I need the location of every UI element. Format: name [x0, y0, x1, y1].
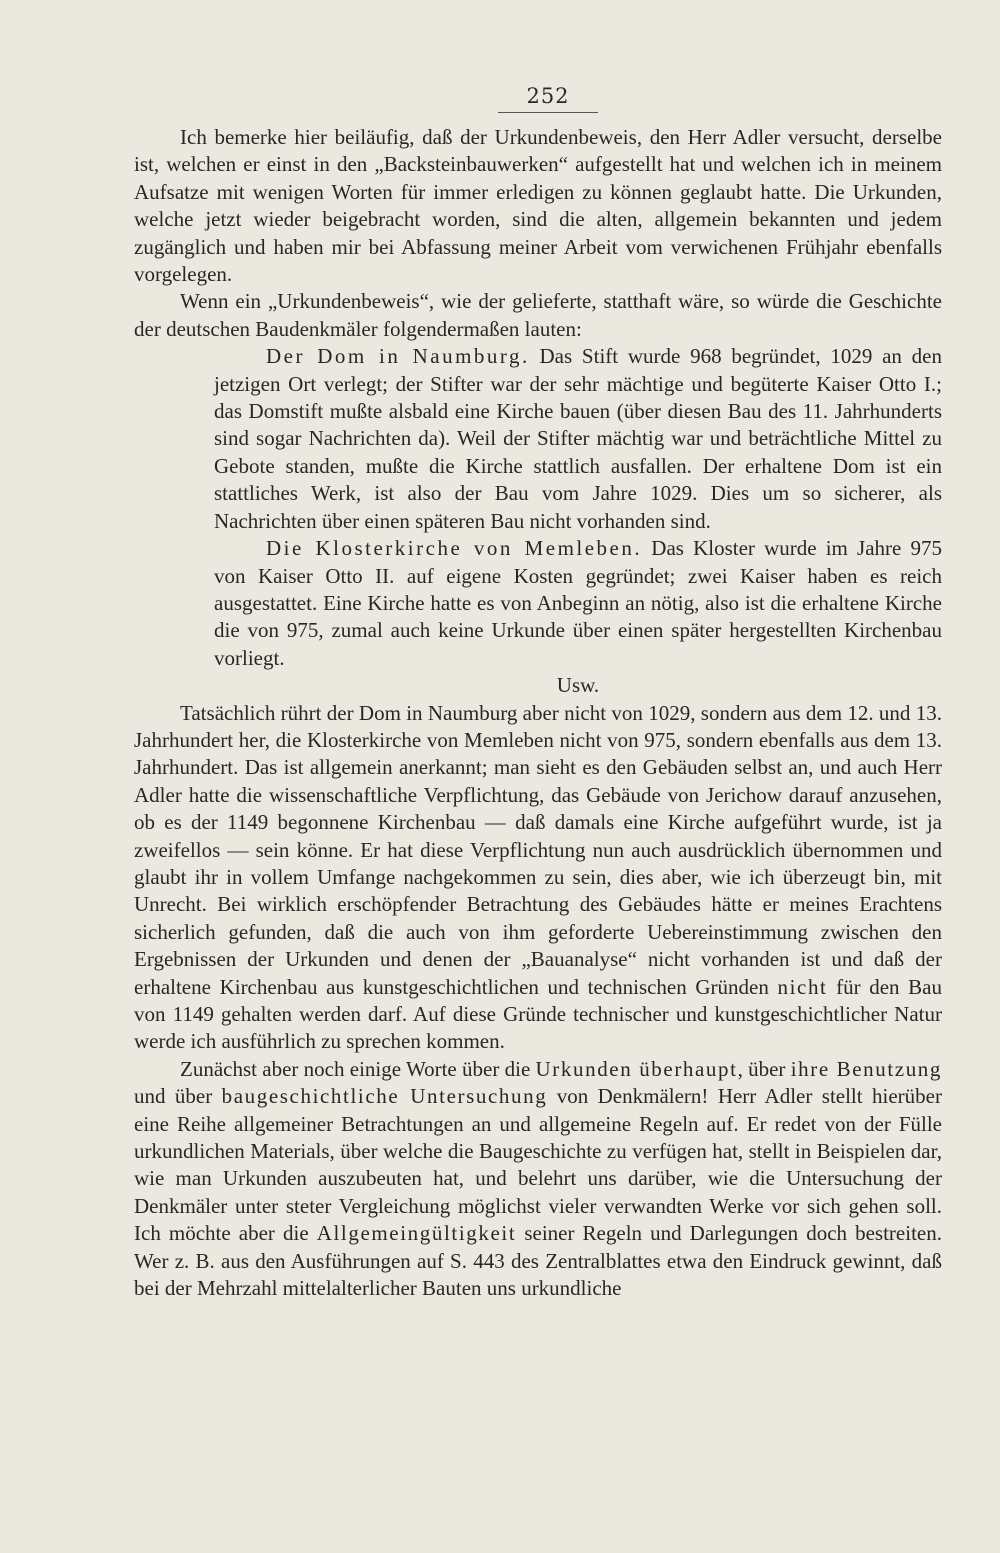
spaced-emphasis-text: ihre Benutzung	[790, 1056, 943, 1081]
text-run: Tatsächlich rührt der Dom in Naumburg aber nicht von 1029, sondern aus dem 12. und 13. Jahrhundert her, die Klosterkirche von Memleben nicht von 975, sondern ebenfalls aus dem 13. Jahrhundert. Das ist allgemein anerkannt; man sieht es den Gebäuden selbst an, und auch Herr Adler hatte die wissenschaftliche Verpflichtung, das Gebäude von Jerichow darauf anzusehen, ob es der 1149 begonnene Kirchenbau — daß damals eine Kirche aufgeführt wurde, ist ja zweifellos — sein könne. Er hat diese Verpflichtung nun auch ausdrücklich übernommen und glaubt ihr in vollem Umfange nachgekommen zu sein, dies aber, wie ich überzeugt bin, mit Unrecht. Bei wirklich erschöpfender Betrachtung des Gebäudes hätte er meines Erachtens sicherlich gefunden, daß die auch von ihm geforderte Uebereinstimmung zwischen den Ergebnissen der Urkunden und denen der „Bauanalyse“ nicht vorhanden ist und daß der erhaltene Kirchenbau aus kunstgeschichtlichen und technischen Gründen	[134, 700, 942, 999]
spaced-emphasis-text: Allgemeingültigkeit	[316, 1221, 517, 1246]
text-run: Das Stift wurde 968 begründet, 1029 an den jetzigen Ort verlegt; der Stifter war der sehr mächtige und begüterte Kaiser Otto I.; das Domstift mußte alsbald eine Kirche bauen (über diesen Bau des 11. Jahrhunderts sind sogar Nachrichten da). Weil der Stifter mächtig war und beträchtliche Mittel zu Gebote standen, mußte die Kirche stattlich ausfallen. Der erhaltene Dom ist ein stattliches Werk, ist also der Bau vom Jahre 1029. Dies um so sicherer, als Nachrichten über einen späteren Bau nicht vorhanden sind.	[214, 344, 942, 533]
spaced-emphasis-text: baugeschichtliche Untersuchung	[221, 1084, 548, 1109]
spaced-emphasis-text: nicht	[777, 974, 828, 999]
page-number: 252	[498, 84, 598, 113]
text-run: für den Bau von 1149 gehalten werden darf. Auf diese Gründe technischer und kunstgeschichtlicher Natur werde ich ausführlich zu sprechen kommen.	[134, 974, 942, 1054]
spaced-emphasis-text: Der Dom in Naumburg.	[266, 344, 530, 369]
text-run: und über	[134, 1084, 222, 1109]
paragraph	[134, 700, 942, 1056]
quoted-example-paragraph	[134, 535, 942, 672]
text-run: von Denkmälern! Herr Adler stellt hierüber eine Reihe allgemeiner Betrachtungen an und allgemeine Regeln auf. Er redet von der Fülle urkundlichen Materials, über welche die Baugeschichte zu verfügen hat, stellt in Beispielen dar, wie man Urkunden auszubeuten hat, und belehrt uns darüber, wie die Untersuchung der Denkmäler unter steter Vergleichung möglichst vieler verwandten Werke vor sich gehen soll. Ich möchte aber die	[134, 1084, 942, 1246]
text-run: , über	[737, 1056, 791, 1081]
text-run: Ich bemerke hier beiläufig, daß der Urkundenbeweis, den Herr Adler versucht, derselbe ist, welchen er einst in den „Backsteinbauwerken“ aufgestellt hat und welchen ich in meinem Aufsatze mit wenigen Worten für immer erledigen zu können geglaubt hatte. Die Urkunden, welche jetzt wieder beigebracht worden, sind die alten, allgemein bekannten und jedem zugänglich und haben mir bei Abfassung meiner Arbeit vom verwichenen Frühjahr ebenfalls vorgelegen.	[134, 125, 942, 287]
spaced-emphasis-text: Urkunden überhaupt	[535, 1056, 738, 1081]
text-run: Zunächst aber noch einige Worte über die	[180, 1056, 536, 1081]
text-run: Das Kloster wurde im Jahre 975 von Kaiser Otto II. auf eigene Kosten gegründet; zwei Kaiser haben es reich ausgestattet. Eine Kirche hatte es von Anbeginn an nötig, also ist die erhaltene Kirche die von 975, zumal auch keine Urkunde über einen später hergestellten Kirchenbau vorliegt.	[214, 536, 943, 670]
ellipsis-line	[134, 672, 942, 699]
paragraph	[134, 288, 942, 343]
text-run: Wenn ein „Urkundenbeweis“, wie der gelieferte, statthaft wäre, so würde die Geschichte der deutschen Baudenkmäler folgendermaßen lauten:	[134, 289, 942, 341]
paragraph	[134, 124, 942, 288]
text-run: Usw.	[556, 673, 600, 698]
text-run: seiner Regeln und Darlegungen doch bestreiten. Wer z. B. aus den Ausführungen auf S. 443 des Zentralblattes etwa den Eindruck gewinnt, daß bei der Mehrzahl mittelalterlicher Bauten uns urkundliche	[134, 1221, 942, 1301]
paragraph	[134, 1056, 942, 1303]
body-text	[134, 124, 942, 1302]
quoted-example-paragraph	[134, 343, 942, 535]
spaced-emphasis-text: Die Klosterkirche von Memleben.	[266, 536, 643, 561]
